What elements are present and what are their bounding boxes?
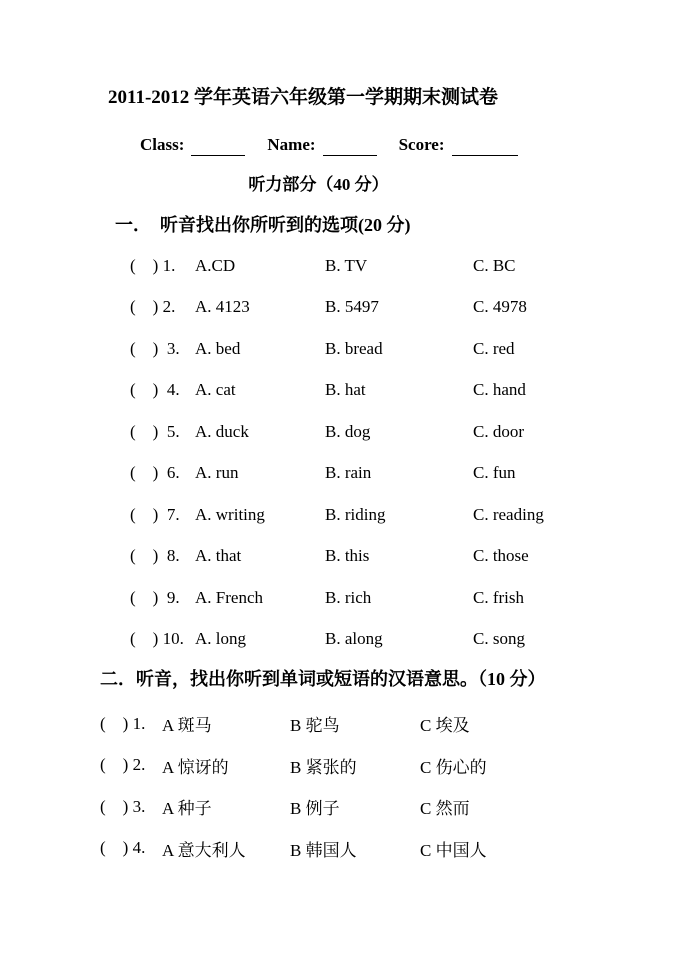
option-c: C. those — [473, 546, 529, 566]
part1-question-4 — [130, 370, 627, 412]
option-c: C. frish — [473, 587, 524, 607]
option-c: C. fun — [473, 463, 516, 483]
option-c: C 中国人 — [420, 840, 487, 860]
option-c: C 然而 — [420, 799, 470, 819]
option-b: B 例子 — [290, 799, 340, 819]
option-c: C. BC — [473, 255, 516, 275]
option-c: C 伤心的 — [420, 757, 487, 777]
answer-blank: ( ) 3. — [130, 338, 180, 358]
option-b: B. bread — [325, 338, 383, 358]
option-b: B. this — [325, 546, 370, 566]
part1-heading: 一． 听音找出你所听到的选项(20 分) — [115, 215, 411, 235]
part1-question-3 — [130, 328, 627, 370]
name-label: Name: — [267, 135, 316, 154]
option-c: C 埃及 — [420, 716, 470, 736]
answer-blank: ( ) 1. — [100, 713, 146, 733]
option-b: B. along — [325, 629, 383, 649]
page-title: 2011-2012 学年英语六年级第一学期期末测试卷 — [108, 87, 499, 108]
name-blank-line — [323, 138, 377, 156]
option-b: B. riding — [325, 504, 386, 524]
option-a: A. that — [195, 546, 242, 566]
part1-question-list — [130, 245, 627, 660]
part2-question-3 — [100, 786, 627, 828]
answer-blank: ( ) 10. — [130, 629, 184, 649]
part1-question-7 — [130, 494, 627, 536]
option-c: C. hand — [473, 380, 526, 400]
score-label: Score: — [398, 135, 445, 154]
part1-question-6 — [130, 453, 627, 495]
option-c: C. song — [473, 629, 525, 649]
option-b: B. rain — [325, 463, 372, 483]
option-a: A. bed — [195, 338, 241, 358]
option-c: C. door — [473, 421, 524, 441]
option-b: B 韩国人 — [290, 840, 357, 860]
option-b: B. TV — [325, 255, 368, 275]
part2-heading: 二．听音，找出你听到单词或短语的汉语意思。（10 分） — [100, 669, 546, 689]
answer-blank: ( ) 7. — [130, 504, 180, 524]
option-b: B. hat — [325, 380, 366, 400]
score-field — [399, 134, 518, 156]
option-a: A 斑马 — [162, 716, 212, 736]
option-b: B. dog — [325, 421, 371, 441]
option-a: A. French — [195, 587, 263, 607]
option-b: B. rich — [325, 587, 372, 607]
option-a: A. 4123 — [195, 297, 250, 317]
answer-blank: ( ) 6. — [130, 463, 180, 483]
part2-question-2 — [100, 745, 627, 787]
part1-question-2 — [130, 287, 627, 329]
option-a: A. long — [195, 629, 246, 649]
answer-blank: ( ) 4. — [100, 838, 146, 858]
part2-question-1 — [100, 703, 627, 745]
part1-question-8 — [130, 536, 627, 578]
option-a: A. run — [195, 463, 239, 483]
part2-question-list — [100, 703, 627, 869]
part1-question-5 — [130, 411, 627, 453]
option-c: C. 4978 — [473, 297, 527, 317]
student-info-line — [140, 134, 627, 156]
answer-blank: ( ) 8. — [130, 546, 180, 566]
answer-blank: ( ) 5. — [130, 421, 180, 441]
option-a: A. cat — [195, 380, 236, 400]
class-field — [140, 134, 245, 156]
part1-question-10 — [130, 619, 627, 661]
option-b: B 驼鸟 — [290, 716, 340, 736]
listening-section-title: 听力部分（40 分） — [248, 175, 389, 194]
option-c: C. reading — [473, 504, 544, 524]
class-blank-line — [191, 138, 245, 156]
option-a: A.CD — [195, 255, 236, 275]
part1-question-1 — [130, 245, 627, 287]
answer-blank: ( ) 2. — [100, 755, 146, 775]
answer-blank: ( ) 1. — [130, 255, 176, 275]
score-blank-line — [452, 138, 518, 156]
option-c: C. red — [473, 338, 515, 358]
answer-blank: ( ) 4. — [130, 380, 180, 400]
answer-blank: ( ) 9. — [130, 587, 180, 607]
option-a: A. writing — [195, 504, 265, 524]
name-field — [267, 134, 376, 156]
option-b: B. 5497 — [325, 297, 379, 317]
option-a: A 惊讶的 — [162, 757, 229, 777]
option-b: B 紧张的 — [290, 757, 357, 777]
part2-question-4 — [100, 828, 627, 870]
class-label: Class: — [140, 135, 185, 154]
part1-question-9 — [130, 577, 627, 619]
option-a: A 意大利人 — [162, 840, 246, 860]
answer-blank: ( ) 2. — [130, 297, 176, 317]
option-a: A 种子 — [162, 799, 212, 819]
option-a: A. duck — [195, 421, 249, 441]
answer-blank: ( ) 3. — [100, 796, 146, 816]
